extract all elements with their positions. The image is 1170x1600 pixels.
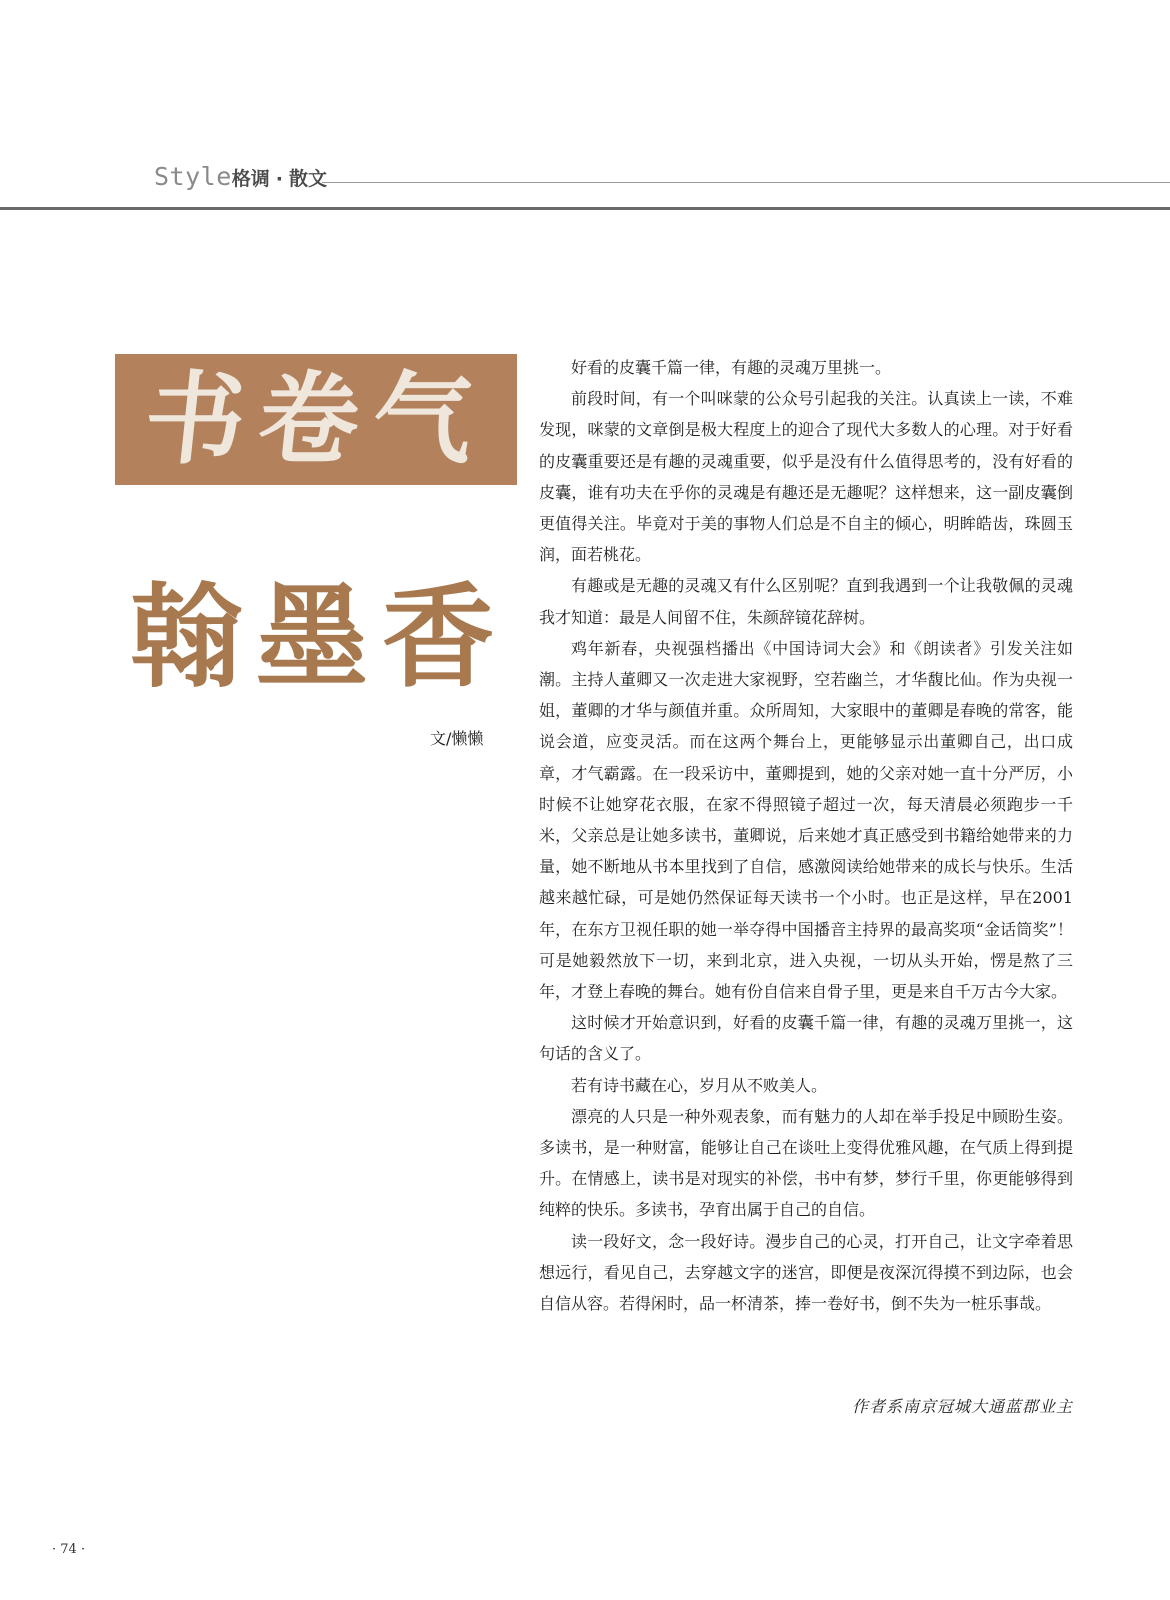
author-note: 作者系南京冠城大通蓝郡业主 [851,1397,1073,1416]
paragraph: 若有诗书藏在心，岁月从不败美人。 [571,1075,828,1095]
header-rule-thick [0,207,1170,210]
paragraph: 好看的皮囊千篇一律，有趣的灵魂万里挑一。 [571,358,892,377]
header-rule-thin [322,182,1170,183]
page-number: · 74 · [52,1542,86,1557]
title-line1: 书卷气 [138,360,494,478]
paragraph: 前段时间，有一个叫咪蒙的公众号引起我的关注。认真读上一读，不难发现，咪蒙的文章倒是极大程度上的迎合了现代大多数人的心理。对于好看的皮囊重要还是有趣的灵魂重要，似乎是没有什么值得思考的，没有好看的皮囊，谁有功夫在乎你的灵魂是有趣还是无趣呢？这样想来，这一副皮囊倒更值得关注。毕竟对于美的事物人们总是不自主的倾心，明眸皓齿，珠圆玉润，面若桃花。 [539,389,1073,565]
section-label-en: Style [154,162,232,191]
section-header [0,162,1170,222]
paragraph: 有趣或是无趣的灵魂又有什么区别呢？直到我遇到一个让我敬佩的灵魂我才知道：最是人间留不住，朱颜辞镜花辞树。 [539,576,1073,627]
title-line2-box [120,568,518,708]
paragraph: 漂亮的人只是一种外观表象，而有魅力的人却在举手投足中顾盼生姿。多读书，是一种财富，能够让自己在谈吐上变得优雅风趣，在气质上得到提升。在情感上，读书是对现实的补偿，书中有梦，梦行千里，你更能够得到纯粹的快乐。多读书，孕育出属于自己的自信。 [539,1106,1073,1220]
title-line2: 翰墨香 [130,573,508,703]
paragraph: 这时候才开始意识到，好看的皮囊千篇一律，有趣的灵魂万里挑一，这句话的含义了。 [539,1013,1073,1064]
section-label-cn: 格调 [231,168,270,190]
section-label-sub: 散文 [289,168,328,190]
title-line1-box [115,354,517,485]
section-label [154,162,327,198]
paragraph: 读一段好文，念一段好诗。漫步自己的心灵，打开自己，让文字牵着思想远行，看见自己，去穿越文字的迷宫，即便是夜深沉得摸不到边际，也会自信从容。若得闲时，品一杯清茶，捧一卷好书，倒不失为一桩乐事哉。 [539,1231,1073,1314]
article-body [539,352,1073,1319]
section-separator: · [275,168,283,190]
paragraph: 鸡年新春，央视强档播出《中国诗词大会》和《朗读者》引发关注如潮。主持人董卿又一次走进大家视野，空若幽兰，才华馥比仙。作为央视一姐，董卿的才华与颜值并重。众所周知，大家眼中的董卿是春晚的常客，能说会道，应变灵活。而在这两个舞台上，更能够显示出董卿自己，出口成章，才气霸露。在一段采访中，董卿提到，她的父亲对她一直十分严厉，小时候不让她穿花衣服，在家不得照镜子超过一次，每天清晨必须跑步一千米，父亲总是让她多读书，董卿说，后来她才真正感受到书籍给她带来的力量，她不断地从书本里找到了自信，感激阅读给她带来的成长与快乐。生活越来越忙碌，可是她仍然保证每天读书一个小时。也正是这样，早在2001年，在东方卫视任职的她一举夺得中国播音主持界的最高奖项“金话筒奖”！可是她毅然放下一切，来到北京，进入央视，一切从头开始，愣是熬了三年，才登上春晚的舞台。她有份自信来自骨子里，更是来自千万古今大家。 [539,638,1073,1002]
byline: 文/懒懒 [430,729,484,748]
